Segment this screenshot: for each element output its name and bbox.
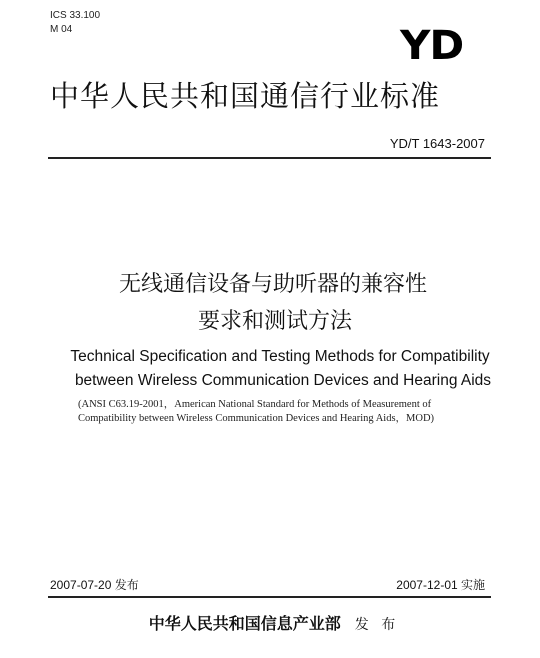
yd-logo: YD xyxy=(399,23,463,69)
organization-title: 中华人民共和国通信行业标准 xyxy=(50,79,441,113)
chinese-title-line-1: 无线通信设备与助听器的兼容性 xyxy=(118,272,427,297)
english-title-line-2: between Wireless Communication Devices and Hearing Aids xyxy=(74,372,492,389)
ics-code: ICS 33.100 xyxy=(50,10,101,21)
publisher-name: 中华人民共和国信息产业部 xyxy=(148,614,341,633)
implementation-date: 2007-12-01 实施 xyxy=(396,578,485,592)
classification-code: M 04 xyxy=(50,24,73,35)
english-title-line-1: Technical Specification and Testing Methods for Compatibility xyxy=(70,348,490,365)
adoption-note-line-2: Compatibility between Wireless Communication Devices and Hearing Aids，MOD) xyxy=(78,413,435,424)
publish-label: 发 布 xyxy=(354,617,400,633)
chinese-title-line-2: 要求和测试方法 xyxy=(197,309,352,334)
header-divider xyxy=(48,157,491,159)
standard-number: YD/T 1643-2007 xyxy=(389,136,485,151)
publisher-line xyxy=(0,613,540,636)
footer-divider xyxy=(48,596,491,598)
issue-date: 2007-07-20 发布 xyxy=(50,578,139,592)
adoption-note-line-1: (ANSI C63.19-2001，American National Standard for Methods of Measurement of xyxy=(78,399,432,410)
